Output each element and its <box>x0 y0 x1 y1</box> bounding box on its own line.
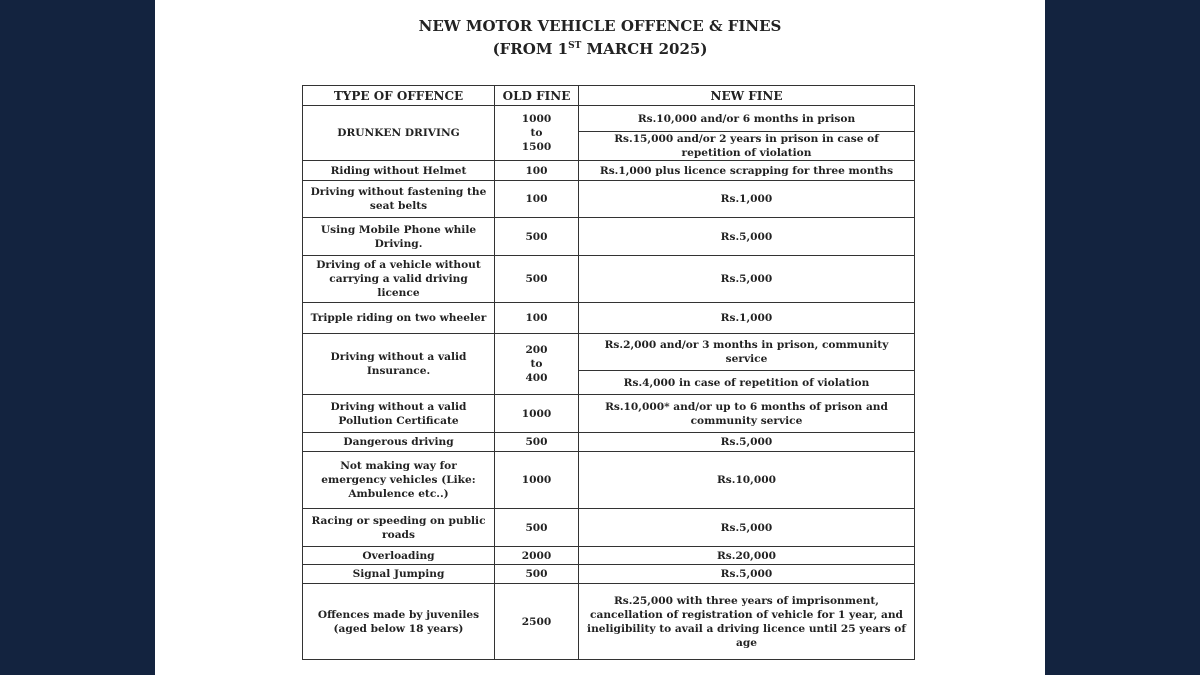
old-fine-cell: 500 <box>495 565 579 584</box>
fines-table <box>302 85 915 660</box>
offence-cell: Offences made by juveniles (aged below 18 years) <box>303 584 495 660</box>
document-title: NEW MOTOR VEHICLE OFFENCE & FINES <box>418 17 782 35</box>
old-fine-cell: 1000 <box>495 452 579 509</box>
new-fine-cell: Rs.10,000 and/or 6 months in prison <box>579 106 915 132</box>
old-fine-cell: 500 <box>495 433 579 452</box>
header-offence: TYPE OF OFFENCE <box>303 86 495 106</box>
new-fine-cell: Rs.10,000 <box>579 452 915 509</box>
document-page <box>155 0 1045 675</box>
old-fine-cell: 500 <box>495 509 579 547</box>
new-fine-cell: Rs.5,000 <box>579 509 915 547</box>
new-fine-cell: Rs.1,000 <box>579 181 915 218</box>
old-fine-cell: 1000 to 1500 <box>495 106 579 161</box>
table-row <box>303 181 915 218</box>
offence-cell: Not making way for emergency vehicles (Like: Ambulence etc..) <box>303 452 495 509</box>
old-fine-cell: 2500 <box>495 584 579 660</box>
old-fine-cell: 1000 <box>495 395 579 433</box>
new-fine-cell: Rs.15,000 and/or 2 years in prison in case of repetition of violation <box>579 132 915 161</box>
old-fine-cell: 500 <box>495 256 579 303</box>
offence-cell: Driving without a valid Insurance. <box>303 334 495 395</box>
new-fine-cell: Rs.25,000 with three years of imprisonment, cancellation of registration of vehicle for 1 year, and ineligibility to avail a driving licence until 25 years of age <box>579 584 915 660</box>
new-fine-cell: Rs.5,000 <box>579 256 915 303</box>
header-new-fine: NEW FINE <box>579 86 915 106</box>
header-old-fine: OLD FINE <box>495 86 579 106</box>
new-fine-cell: Rs.5,000 <box>579 433 915 452</box>
new-fine-cell: Rs.20,000 <box>579 547 915 565</box>
table-row <box>303 256 915 303</box>
table-row <box>303 547 915 565</box>
offence-cell: Dangerous driving <box>303 433 495 452</box>
offence-cell: Signal Jumping <box>303 565 495 584</box>
table-row <box>303 303 915 334</box>
new-fine-cell: Rs.10,000* and/or up to 6 months of prison and community service <box>579 395 915 433</box>
offence-cell: Driving without a valid Pollution Certificate <box>303 395 495 433</box>
offence-cell: Driving without fastening the seat belts <box>303 181 495 218</box>
offence-cell: Driving of a vehicle without carrying a valid driving licence <box>303 256 495 303</box>
new-fine-cell: Rs.4,000 in case of repetition of violation <box>579 371 915 395</box>
offence-cell: Tripple riding on two wheeler <box>303 303 495 334</box>
offence-cell: Using Mobile Phone while Driving. <box>303 218 495 256</box>
offence-cell: Overloading <box>303 547 495 565</box>
old-fine-cell: 2000 <box>495 547 579 565</box>
table-row <box>303 433 915 452</box>
table-row <box>303 334 915 371</box>
new-fine-cell: Rs.5,000 <box>579 565 915 584</box>
table-row <box>303 584 915 660</box>
table-row <box>303 161 915 181</box>
offence-cell: Riding without Helmet <box>303 161 495 181</box>
table-header-row <box>303 86 915 106</box>
new-fine-cell: Rs.5,000 <box>579 218 915 256</box>
table-row <box>303 565 915 584</box>
table-row <box>303 106 915 132</box>
new-fine-cell: Rs.1,000 <box>579 303 915 334</box>
old-fine-cell: 500 <box>495 218 579 256</box>
old-fine-cell: 100 <box>495 303 579 334</box>
new-fine-cell: Rs.1,000 plus licence scrapping for three months <box>579 161 915 181</box>
table-row <box>303 452 915 509</box>
table-row <box>303 395 915 433</box>
old-fine-cell: 200 to 400 <box>495 334 579 395</box>
offence-cell: DRUNKEN DRIVING <box>303 106 495 161</box>
document-subtitle: (FROM 1ST MARCH 2025) <box>492 40 708 58</box>
offence-cell: Racing or speeding on public roads <box>303 509 495 547</box>
table-row <box>303 509 915 547</box>
old-fine-cell: 100 <box>495 161 579 181</box>
new-fine-cell: Rs.2,000 and/or 3 months in prison, community service <box>579 334 915 371</box>
old-fine-cell: 100 <box>495 181 579 218</box>
table-row <box>303 218 915 256</box>
